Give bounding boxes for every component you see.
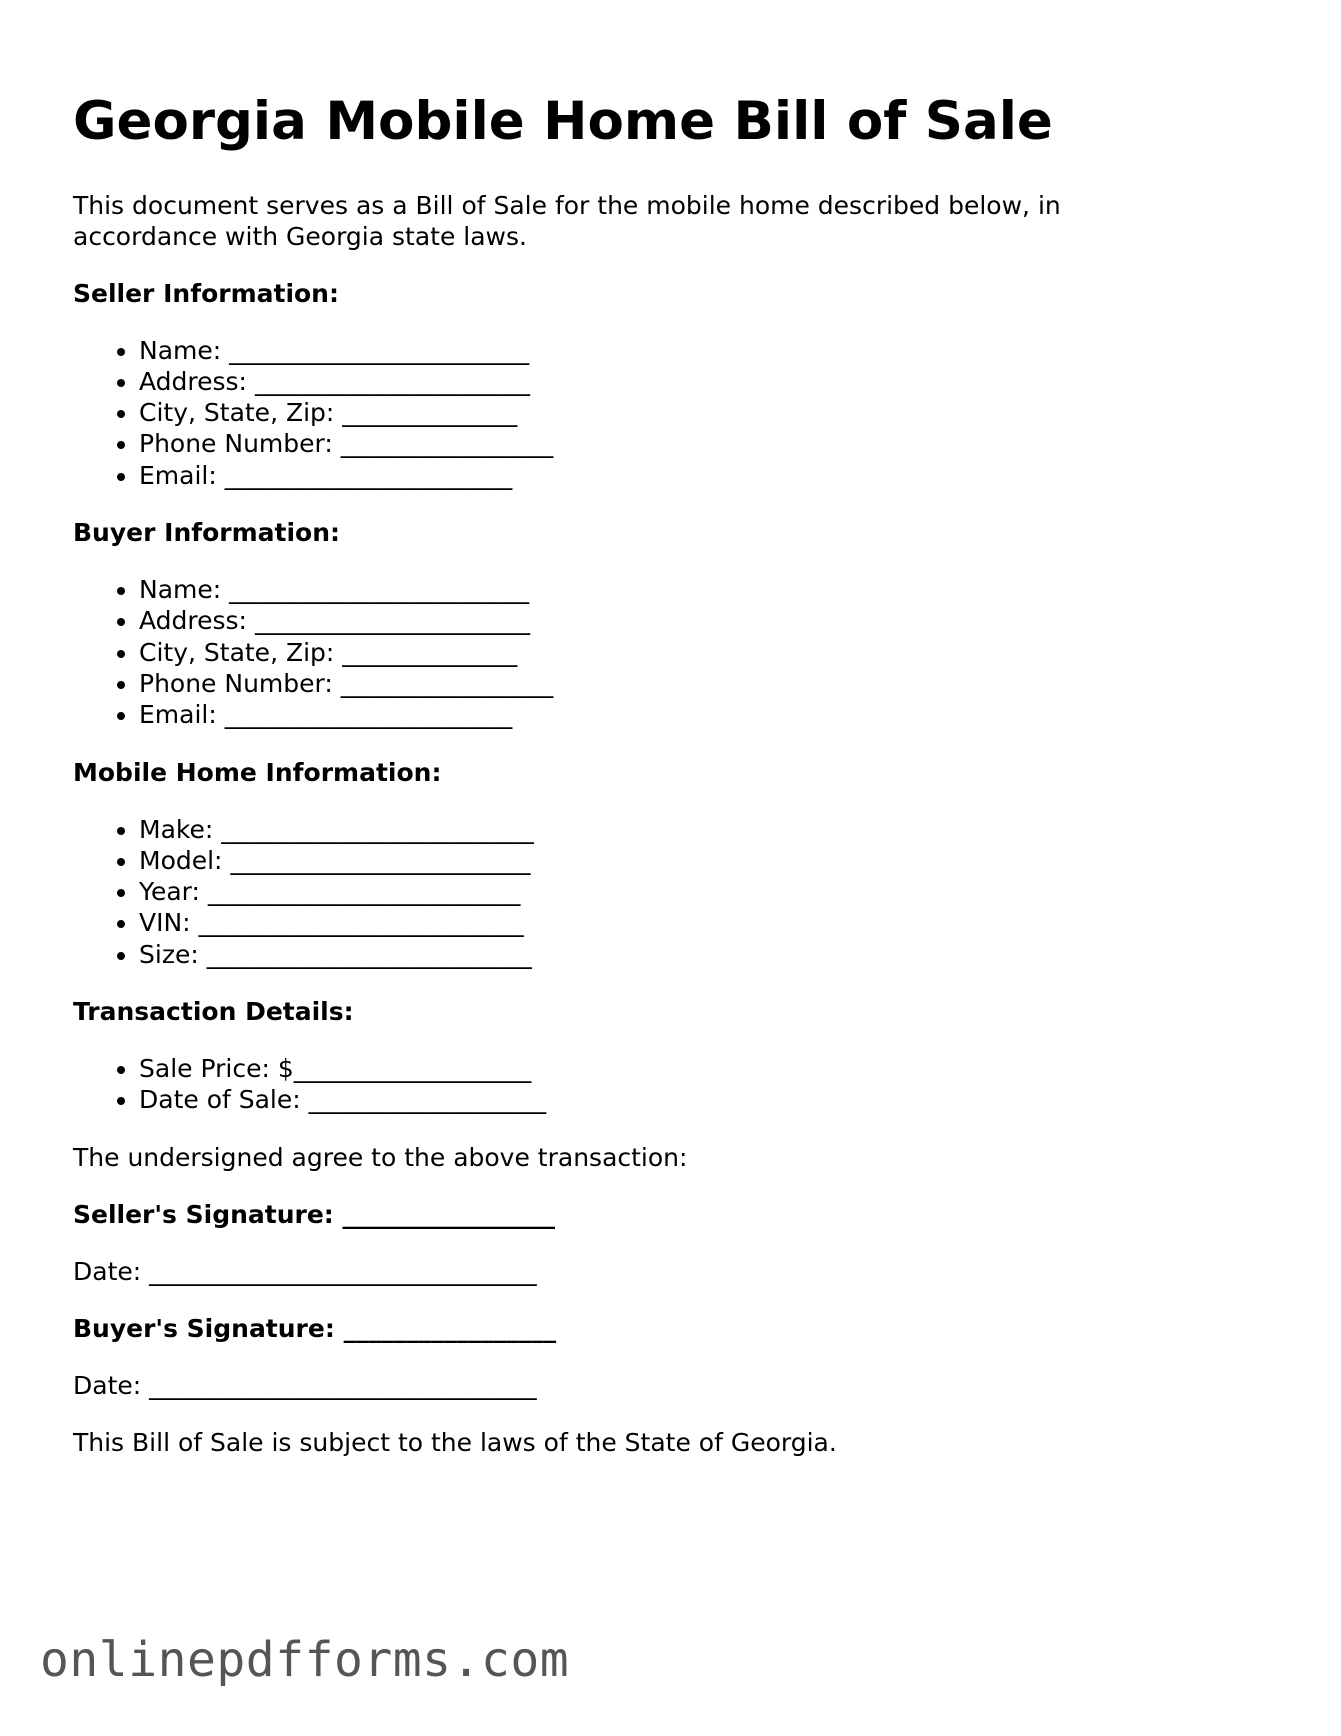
seller-name-field[interactable]: ________________________ — [229, 335, 530, 365]
buyer-date-field[interactable]: _______________________________ — [149, 1370, 537, 1400]
seller-name-item — [139, 335, 1263, 366]
mobile-home-year-field[interactable]: _________________________ — [207, 877, 521, 907]
date-of-sale-field[interactable]: ___________________ — [308, 1085, 547, 1115]
buyer-address-field[interactable]: ______________________ — [254, 606, 530, 636]
buyer-signature-line — [73, 1313, 1263, 1344]
buyer-city-state-zip-item — [139, 637, 1263, 668]
seller-address-label: Address: — [139, 366, 247, 396]
seller-email-label: Email: — [139, 460, 217, 490]
mobile-home-size-item — [139, 939, 1263, 970]
buyer-name-item — [139, 574, 1263, 605]
mobile-home-make-field[interactable]: _________________________ — [221, 814, 534, 844]
mobile-home-vin-label: VIN: — [139, 908, 191, 938]
seller-address-item — [139, 366, 1263, 397]
buyer-field-list — [73, 574, 1263, 730]
seller-date-label: Date: — [73, 1256, 142, 1286]
buyer-city-state-zip-label: City, State, Zip: — [139, 637, 335, 667]
buyer-date-line — [73, 1370, 1263, 1401]
seller-email-field[interactable]: _______________________ — [224, 460, 513, 490]
seller-date-field[interactable]: _______________________________ — [149, 1256, 537, 1286]
intro-paragraph: This document serves as a Bill of Sale for the mobile home described below, in accordance with Georgia state laws. — [73, 190, 1061, 251]
mobile-home-size-field[interactable]: __________________________ — [206, 939, 532, 969]
agreement-statement: The undersigned agree to the above transaction: — [73, 1142, 688, 1172]
mobile-home-section-heading: Mobile Home Information: — [73, 757, 442, 787]
buyer-name-label: Name: — [139, 575, 222, 605]
buyer-phone-field[interactable]: _________________ — [340, 668, 554, 698]
buyer-email-label: Email: — [139, 700, 217, 730]
seller-email-item — [139, 460, 1263, 491]
buyer-section-heading: Buyer Information: — [73, 518, 341, 548]
document-title: Georgia Mobile Home Bill of Sale — [73, 91, 1053, 152]
mobile-home-model-field[interactable]: ________________________ — [230, 845, 531, 875]
buyer-email-field[interactable]: _______________________ — [224, 700, 513, 730]
buyer-phone-label: Phone Number: — [139, 668, 333, 698]
seller-city-state-zip-label: City, State, Zip: — [139, 398, 335, 428]
seller-signature-field[interactable]: _________________ — [342, 1199, 556, 1229]
sale-price-label: Sale Price: $ — [139, 1054, 294, 1084]
mobile-home-model-item — [139, 845, 1263, 876]
seller-signature-line — [73, 1199, 1263, 1230]
seller-signature-label: Seller's Signature: — [73, 1199, 334, 1229]
buyer-address-label: Address: — [139, 606, 247, 636]
seller-phone-item — [139, 428, 1263, 459]
site-watermark: onlinepdfforms.com — [40, 1632, 570, 1688]
seller-name-label: Name: — [139, 335, 222, 365]
closing-statement: This Bill of Sale is subject to the laws of the State of Georgia. — [73, 1427, 837, 1457]
buyer-name-field[interactable]: ________________________ — [229, 575, 530, 605]
mobile-home-year-item — [139, 876, 1263, 907]
seller-section-heading: Seller Information: — [73, 278, 339, 308]
seller-phone-field[interactable]: _________________ — [340, 429, 554, 459]
buyer-address-item — [139, 605, 1263, 636]
mobile-home-size-label: Size: — [139, 939, 199, 969]
mobile-home-vin-field[interactable]: __________________________ — [198, 908, 524, 938]
seller-date-line — [73, 1256, 1263, 1287]
buyer-email-item — [139, 699, 1263, 730]
buyer-city-state-zip-field[interactable]: ______________ — [342, 637, 518, 667]
buyer-date-label: Date: — [73, 1370, 142, 1400]
buyer-phone-item — [139, 668, 1263, 699]
document-page — [73, 90, 1263, 1484]
sale-price-field[interactable]: ___________________ — [293, 1054, 532, 1084]
date-of-sale-label: Date of Sale: — [139, 1085, 301, 1115]
seller-address-field[interactable]: ______________________ — [254, 366, 530, 396]
mobile-home-model-label: Model: — [139, 845, 223, 875]
seller-field-list — [73, 335, 1263, 491]
buyer-signature-label: Buyer's Signature: — [73, 1313, 335, 1343]
mobile-home-make-label: Make: — [139, 814, 214, 844]
mobile-home-make-item — [139, 814, 1263, 845]
seller-city-state-zip-item — [139, 397, 1263, 428]
transaction-section-heading: Transaction Details: — [73, 997, 354, 1027]
sale-price-item — [139, 1053, 1263, 1084]
date-of-sale-item — [139, 1084, 1263, 1115]
mobile-home-vin-item — [139, 907, 1263, 938]
seller-phone-label: Phone Number: — [139, 429, 333, 459]
transaction-field-list — [73, 1053, 1263, 1116]
buyer-signature-field[interactable]: _________________ — [343, 1313, 557, 1343]
mobile-home-year-label: Year: — [139, 877, 200, 907]
mobile-home-field-list — [73, 814, 1263, 970]
seller-city-state-zip-field[interactable]: ______________ — [342, 398, 518, 428]
